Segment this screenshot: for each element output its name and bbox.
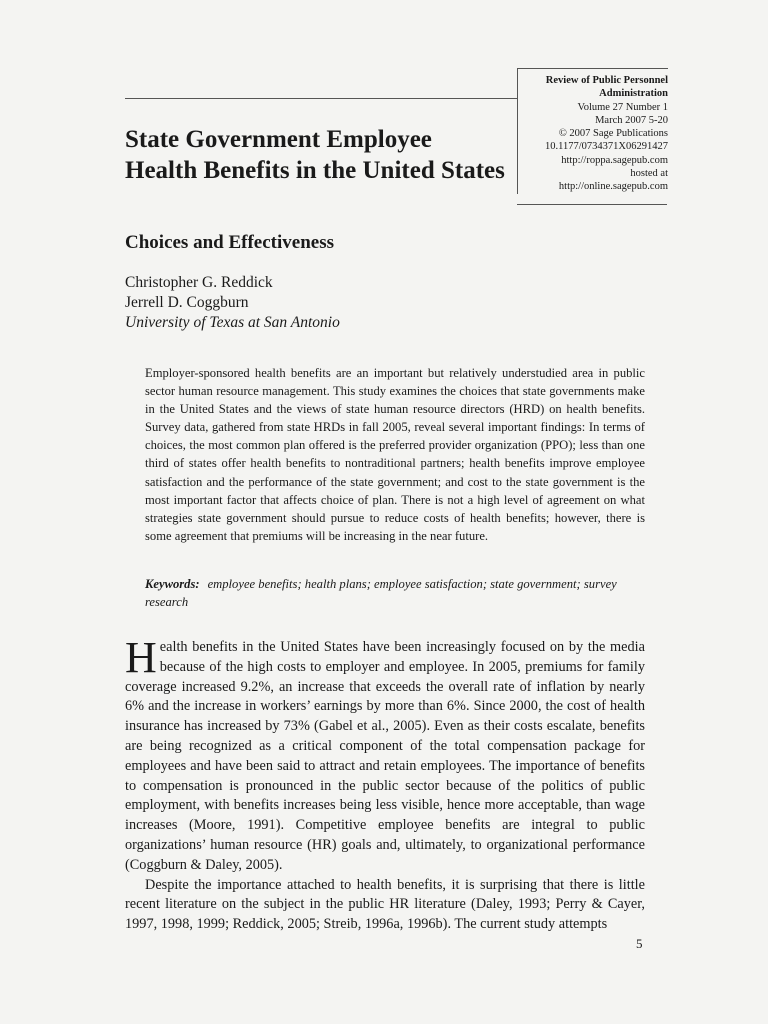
journal-box-rule [517,204,667,205]
author-block [125,273,340,333]
keywords [145,575,645,611]
journal-url2[interactable]: http://online.sagepub.com [558,181,668,193]
author-1: Christopher G. Reddick [125,274,273,291]
body-paragraph-1-text: ealth benefits in the United States have been increasingly focused on by the media because of the high costs to employer and employee. In 2005, premiums for family coverage increased 9.2%, an increase that exceeds the overall rate of inflation by nearly 6% and the increase in workers’ earnings by more than 6%. Since 2000, the cost of health insurance has increased by 73% (Gabel et al., 2005). Even as their costs escalate, benefits are being recognized as a critical component of the total compensation package for employees and have been said to attract and retain employees. The importance of benefits to compensation is pronounced in the public sector because of the politics of public employment, with benefits increases being less visible, hence more acceptable, than wage increases (Moore, 1991). Competitive employee benefits are integral to public organizations’ human resource (HR) goals and, ultimately, to organizational performance (Coggburn & Daley, 2005). [125,639,645,873]
author-2: Jerrell D. Coggburn [125,294,249,311]
journal-date-pages: March 2007 5-20 [595,114,668,126]
journal-volume: Volume 27 Number 1 [577,101,668,113]
keywords-label: Keywords: [145,577,200,591]
journal-name-line2: Administration [599,88,668,100]
body-paragraph-1 [125,633,645,876]
keywords-list: employee benefits; health plans; employee satisfaction; state government; survey research [145,577,617,610]
page-number: 5 [636,936,643,951]
journal-name-line1: Review of Public Personnel [545,75,668,86]
drop-cap: H [125,633,157,682]
journal-hosted: hosted at [630,168,668,180]
article-title: State Government Employee Health Benefits in the United States [125,126,505,184]
title-rule [125,98,518,99]
journal-copyright: © 2007 Sage Publications [558,128,668,140]
journal-doi: 10.1177/0734371X06291427 [545,141,668,153]
article-subtitle: Choices and Effectiveness [125,232,334,253]
abstract: Employer-sponsored health benefits are an important but relatively understudied area in public sector human resource management. This study examines the choices that state governments make in the United States and the views of state human resource directors (HRD) on health benefits. Survey data, gathered from state HRDs in fall 2005, reveal several important findings: In terms of choices, the most common plan offered is the preferred provider organization (PPO); less than one third of states offer health benefits to nontraditional partners; health benefits improve employee satisfaction and the performance of the state government; and cost to the state government is the most important factor that affects choice of plan. There is not a high level of agreement on what strategies state government should pursue to reduce costs of health benefits; however, there is some agreement that premiums will be increasing in the near future. [145,366,645,543]
journal-url1[interactable]: http://roppa.sagepub.com [561,154,668,166]
journal-info-box [517,68,668,194]
body-paragraph-2: Despite the importance attached to health benefits, it is surprising that there is little recent literature on the subject in the public HR literature (Daley, 1993; Perry & Cayer, 1997, 1998, 1999; Reddick, 2005; Streib, 1996a, 1996b). The current study attempts [125,876,645,933]
body-text [125,633,645,935]
affiliation: University of Texas at San Antonio [125,314,340,331]
